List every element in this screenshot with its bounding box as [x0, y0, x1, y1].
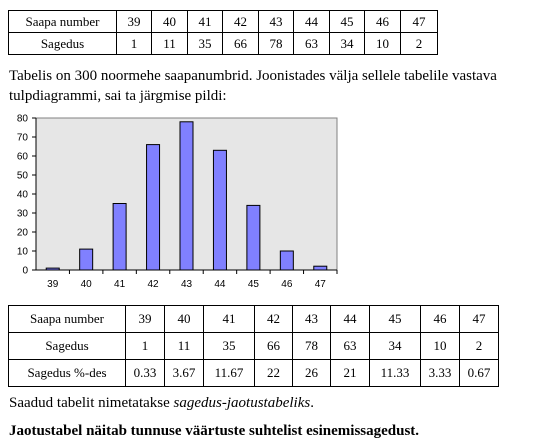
definition-text: Saadud tabelit nimetatakse [9, 395, 174, 411]
table-cell: 41 [204, 306, 255, 333]
table-cell: 42 [223, 11, 259, 33]
table-cell: 3.33 [421, 360, 460, 387]
x-tick-label: 46 [281, 279, 293, 290]
table-cell: 21 [331, 360, 370, 387]
table-cell: 66 [223, 33, 259, 55]
bar-42 [147, 145, 160, 270]
table-cell: 1 [117, 33, 152, 55]
x-tick-label: 40 [80, 279, 92, 290]
table-cell: 46 [365, 11, 401, 33]
table-cell: 42 [255, 306, 293, 333]
bar-43 [180, 122, 193, 270]
table-row [9, 306, 499, 333]
table-cell: 47 [401, 11, 438, 33]
x-tick-label: 44 [214, 279, 226, 290]
x-tick-label: 42 [147, 279, 159, 290]
table-cell: 11.67 [204, 360, 255, 387]
table-cell: 78 [259, 33, 294, 55]
x-tick-label: 41 [114, 279, 126, 290]
table-cell: 11 [165, 333, 204, 360]
table-row [9, 333, 499, 360]
table-cell: 40 [165, 306, 204, 333]
table-cell: 10 [421, 333, 460, 360]
table-cell: 11 [152, 33, 188, 55]
table-cell: 40 [152, 11, 188, 33]
y-tick-label: 0 [22, 265, 28, 277]
table-cell: 63 [331, 333, 370, 360]
table-cell: 46 [421, 306, 460, 333]
table-cell: 45 [330, 11, 365, 33]
definition-term: sagedus-jaotustabeliks [173, 395, 311, 411]
table-cell: 34 [370, 333, 421, 360]
row-label: Saapa number [9, 11, 117, 33]
table-cell: 63 [294, 33, 330, 55]
frequency-table-bottom [8, 305, 499, 387]
table-cell: 1 [126, 333, 165, 360]
bar-40 [80, 249, 93, 270]
table-cell: 45 [370, 306, 421, 333]
table-cell: 3.67 [165, 360, 204, 387]
table-cell: 0.33 [126, 360, 165, 387]
table-cell: 22 [255, 360, 293, 387]
table-cell: 35 [204, 333, 255, 360]
bar-41 [113, 204, 126, 271]
row-label: Saapa number [9, 306, 126, 333]
row-label: Sagedus %-des [9, 360, 126, 387]
y-tick-label: 60 [16, 151, 28, 163]
y-tick-label: 20 [16, 227, 28, 239]
table-cell: 11.33 [370, 360, 421, 387]
table-cell: 39 [126, 306, 165, 333]
intro-paragraph-line2: tulpdiagrammi, sai ta järgmise pildi: [9, 88, 227, 104]
definition-period: . [310, 395, 314, 411]
bar-47 [314, 266, 327, 270]
table-cell: 34 [330, 33, 365, 55]
x-tick-label: 43 [180, 279, 193, 290]
bar-chart [0, 111, 345, 293]
y-tick-label: 30 [16, 208, 28, 220]
table-row [9, 360, 499, 387]
y-tick-label: 10 [16, 246, 28, 258]
frequency-table-top [8, 10, 438, 55]
y-tick-label: 40 [16, 189, 28, 201]
table-cell: 43 [293, 306, 331, 333]
table-cell: 43 [259, 11, 294, 33]
intro-paragraph-line1: Tabelis on 300 noormehe saapanumbrid. Joonistades välja sellele tabelile vastava [9, 68, 497, 84]
table-cell: 41 [188, 11, 223, 33]
table-cell: 2 [401, 33, 438, 55]
table-cell: 2 [460, 333, 499, 360]
row-label: Sagedus [9, 33, 117, 55]
x-tick-label: 45 [247, 279, 259, 290]
table-cell: 0.67 [460, 360, 499, 387]
table-cell: 47 [460, 306, 499, 333]
table-row [9, 33, 438, 55]
conclusion-paragraph: Jaotustabel näitab tunnuse väärtuste suhtelist esinemissagedust. [9, 423, 420, 439]
table-cell: 44 [331, 306, 370, 333]
table-cell: 26 [293, 360, 331, 387]
table-cell: 39 [117, 11, 152, 33]
x-tick-label: 47 [314, 279, 326, 290]
definition-paragraph [9, 393, 314, 413]
table-cell: 66 [255, 333, 293, 360]
x-tick-label: 39 [47, 279, 59, 290]
y-tick-label: 50 [16, 170, 28, 182]
table-cell: 44 [294, 11, 330, 33]
row-label: Sagedus [9, 333, 126, 360]
y-tick-label: 80 [16, 113, 28, 125]
table-cell: 35 [188, 33, 223, 55]
y-tick-label: 70 [16, 132, 28, 144]
table-cell: 78 [293, 333, 331, 360]
bar-44 [213, 150, 226, 270]
bar-46 [280, 251, 293, 270]
bar-45 [247, 205, 260, 270]
table-row [9, 11, 438, 33]
table-cell: 10 [365, 33, 401, 55]
